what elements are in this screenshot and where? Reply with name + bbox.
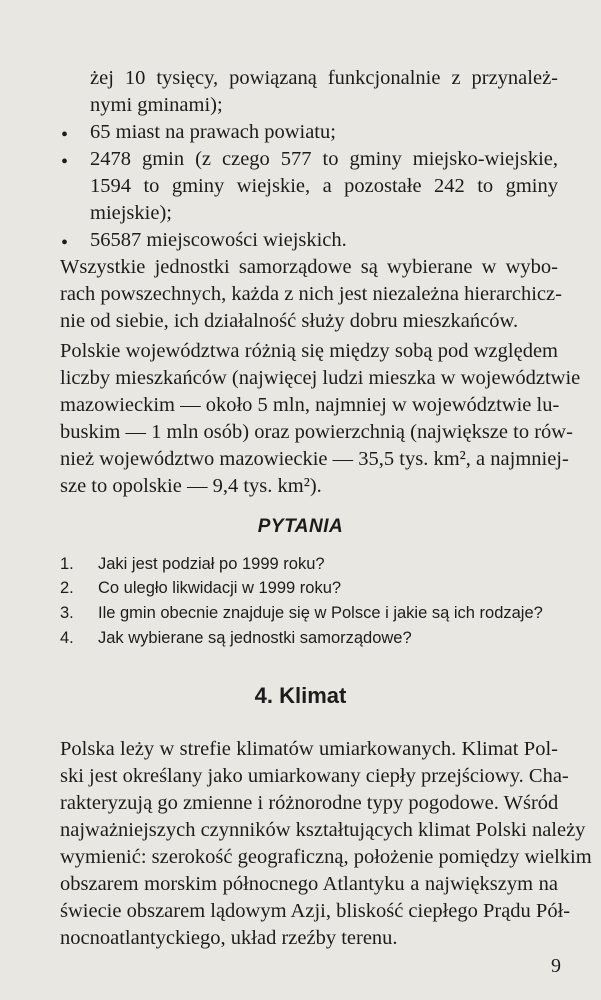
chapter-title: 4. Klimat: [254, 683, 347, 708]
question-number: 2.: [60, 579, 74, 597]
bullet-continuation-line: żej 10 tysięcy, powiązaną funkcjonalnie z przynależ-: [90, 67, 558, 89]
question-item: [60, 629, 412, 648]
paragraph-line: Wszystkie jednostki samorządowe są wybierane w wybo-: [60, 256, 558, 278]
question-number: 4.: [60, 629, 74, 647]
paragraph-line: nocnoatlantyckiego, układ rzeźby terenu.: [60, 927, 398, 949]
paragraph-line: sze to opolskie — 9,4 tys. km²).: [60, 475, 322, 497]
bullet-icon: •: [61, 124, 69, 146]
question-number: 3.: [60, 604, 74, 622]
paragraph-line: nie od siebie, ich działalność służy dobru mieszkańców.: [60, 310, 519, 332]
bullet-icon: •: [61, 151, 69, 173]
paragraph-line: najważniejszych czynników kształtujących klimat Polski należy: [60, 819, 586, 841]
question-text: Jak wybierane są jednostki samorządowe?: [98, 629, 412, 647]
bullet-item: 1594 to gminy wiejskie, a pozostałe 242 to gminy: [90, 175, 558, 197]
paragraph-line: buskim — 1 mln osób) oraz powierzchnią (największe to rów-: [60, 421, 573, 443]
bullet-icon: •: [61, 232, 69, 254]
paragraph-line: ski jest określany jako umiarkowany ciepły przejściowy. Cha-: [60, 765, 569, 787]
paragraph-line: mazowieckim — około 5 mln, najmniej w województwie lu-: [60, 394, 560, 416]
paragraph-line: Polskie województwa różnią się między sobą pod względem: [60, 340, 558, 362]
question-text: Co uległo likwidacji w 1999 roku?: [98, 579, 342, 597]
paragraph-line: rakteryzują go zmienne i różnorodne typy pogodowe. Wśród: [60, 792, 559, 814]
question-text: Ile gmin obecnie znajduje się w Polsce i jakie są ich rodzaje?: [98, 604, 543, 622]
paragraph-line: wymienić: szerokość geograficzną, położenie pomiędzy wielkim: [60, 846, 592, 868]
question-item: [60, 579, 341, 598]
bullet-item: miejskie);: [90, 202, 172, 224]
paragraph-line: liczby mieszkańców (najwięcej ludzi mieszka w województwie: [60, 367, 581, 389]
paragraph-line: rach powszechnych, każda z nich jest niezależna hierarchicz-: [60, 283, 562, 305]
question-item: [60, 604, 543, 623]
page-number: 9: [551, 955, 561, 977]
question-number: 1.: [60, 555, 74, 573]
paragraph-line: nież województwo mazowieckie — 35,5 tys. km², a najmniej-: [60, 448, 569, 470]
bullet-continuation-line: nymi gminami);: [90, 94, 223, 116]
paragraph-line: świecie obszarem lądowym Azji, bliskość ciepłego Prądu Pół-: [60, 900, 571, 922]
question-text: Jaki jest podział po 1999 roku?: [98, 555, 325, 573]
question-item: [60, 555, 325, 574]
bullet-item: 65 miast na prawach powiatu;: [90, 121, 336, 143]
paragraph-line: obszarem morskim północnego Atlantyku a największym na: [60, 873, 558, 895]
bullet-item: 2478 gmin (z czego 577 to gminy miejsko-wiejskie,: [90, 148, 558, 170]
bullet-item: 56587 miejscowości wiejskich.: [90, 229, 347, 251]
questions-heading: PYTANIA: [257, 516, 344, 537]
paragraph-line: Polska leży w strefie klimatów umiarkowanych. Klimat Pol-: [60, 738, 558, 760]
